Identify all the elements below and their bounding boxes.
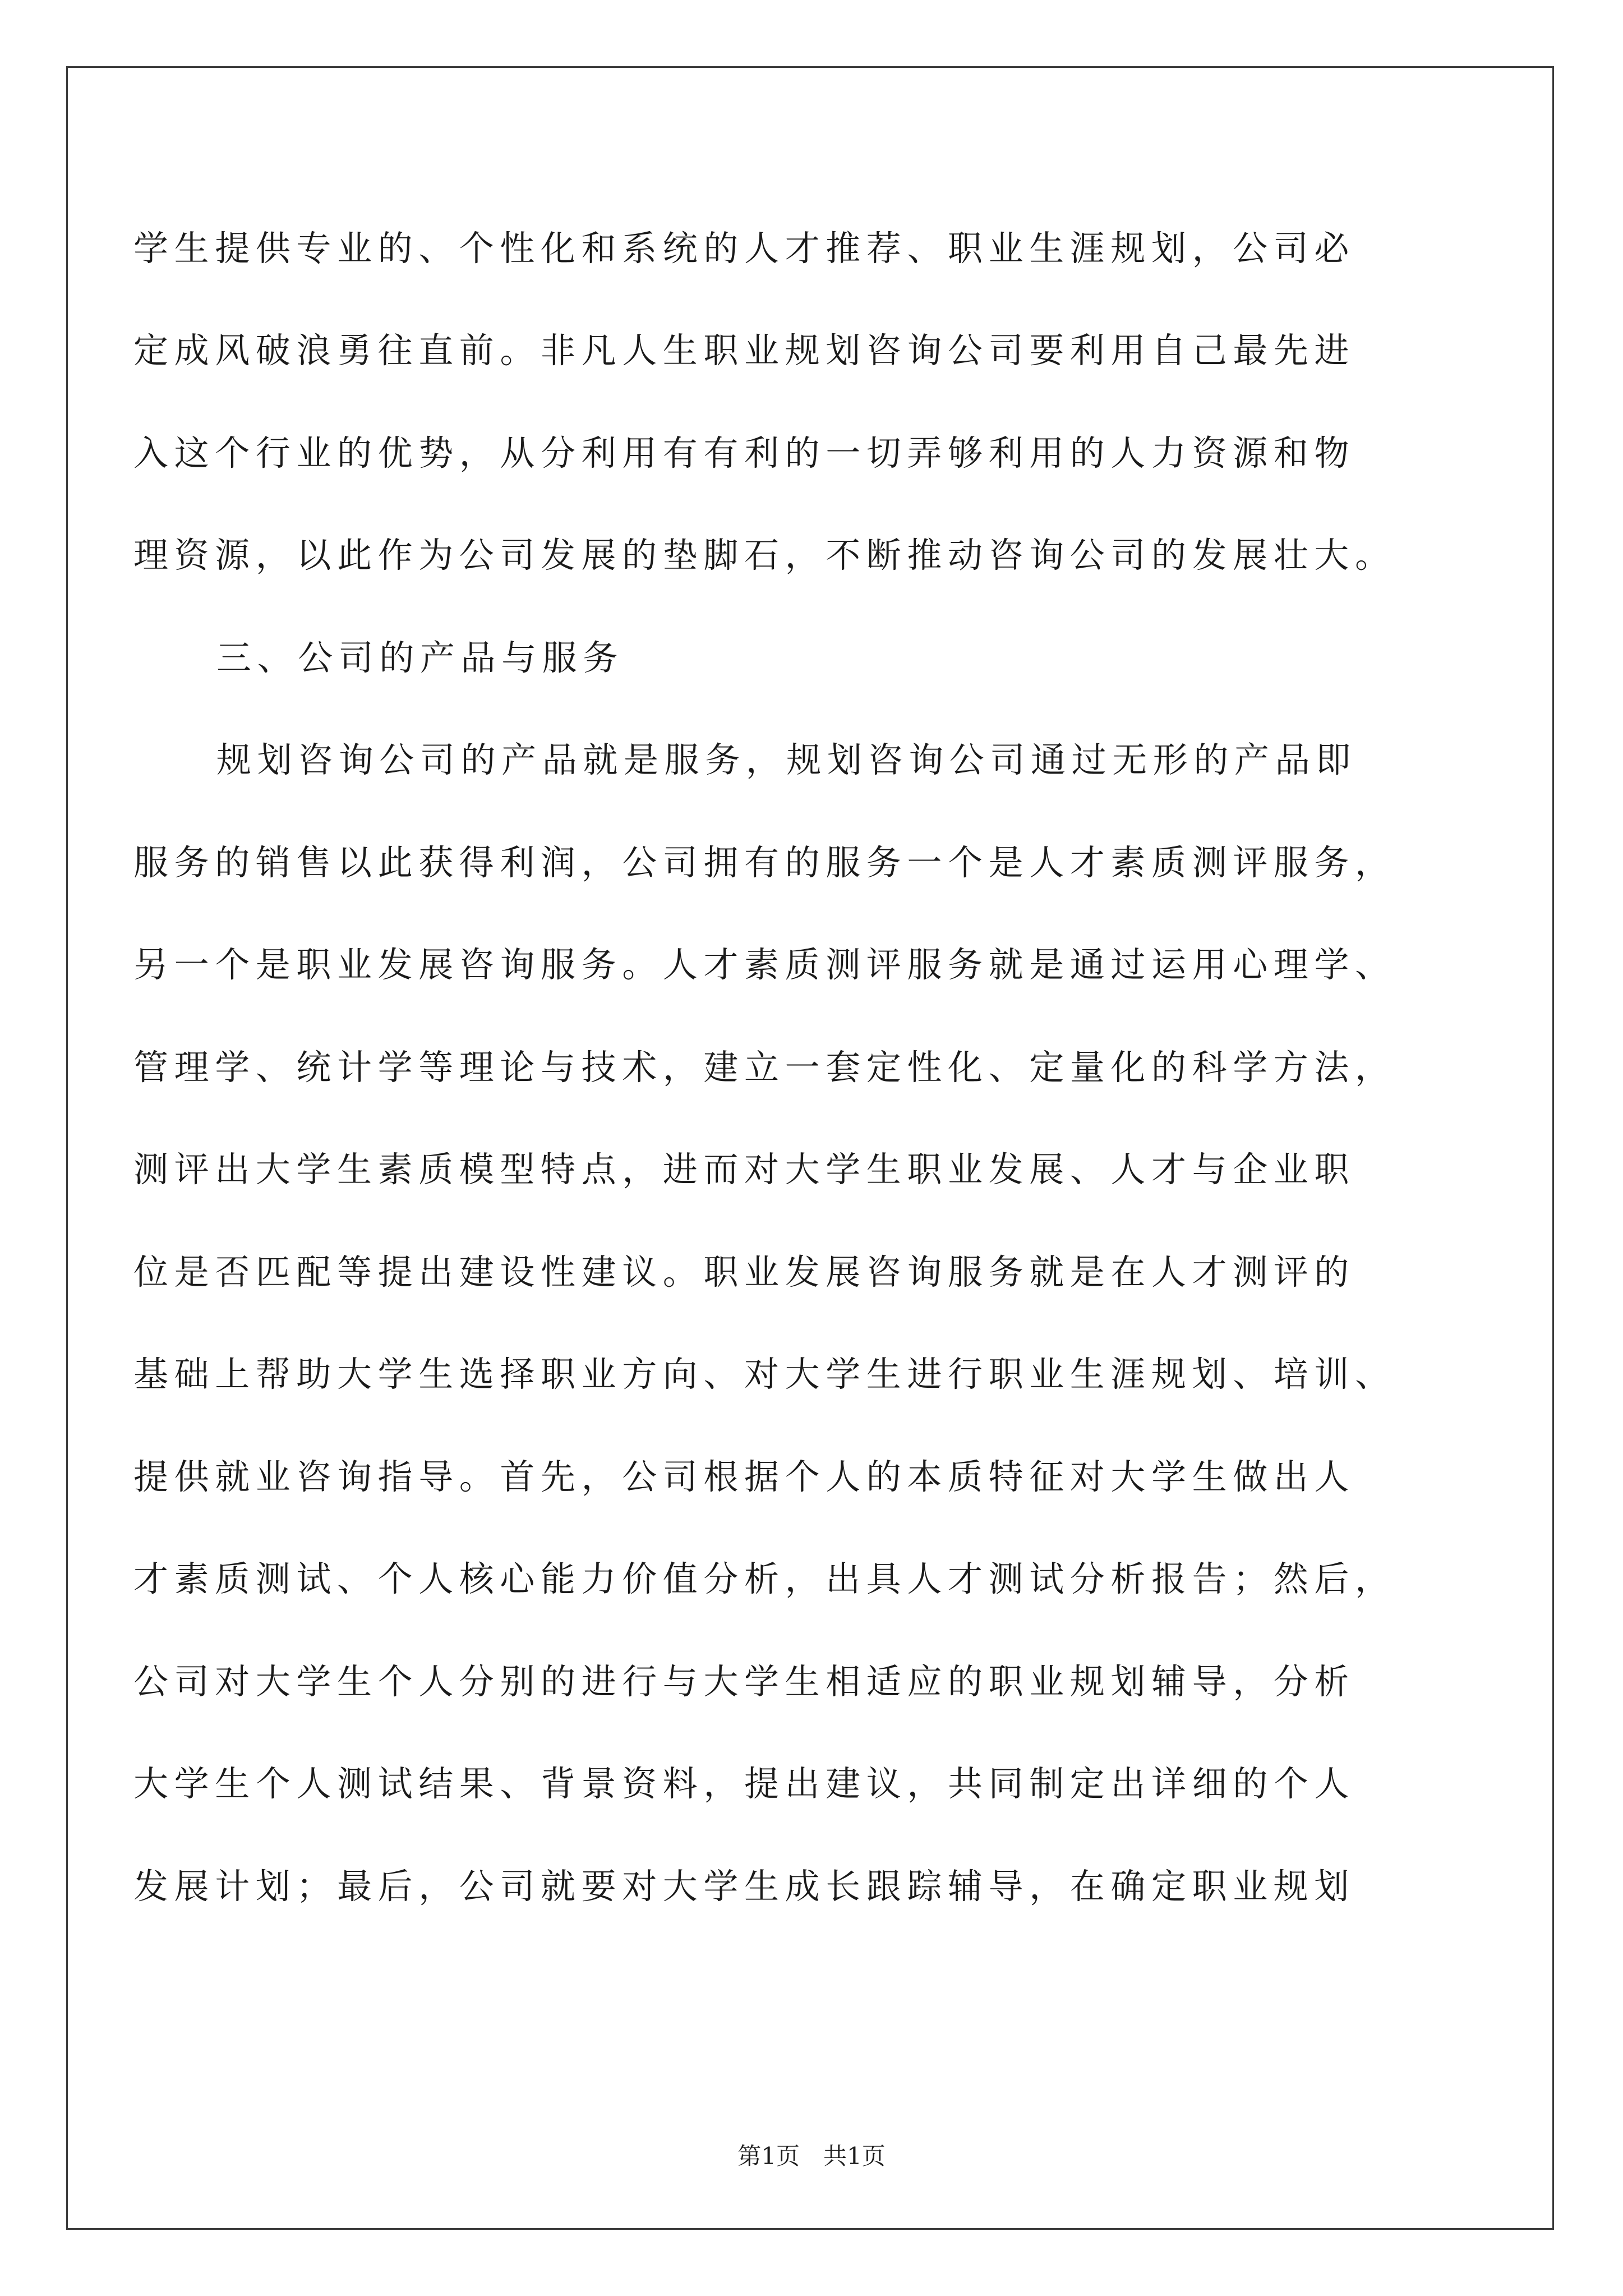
- text-line: 测评出大学生素质模型特点，进而对大学生职业发展、人才与企业职: [133, 1149, 1355, 1190]
- text-line: 位是否匹配等提出建设性建议。职业发展咨询服务就是在人才测评的: [133, 1251, 1355, 1292]
- text-line: 提供就业咨询指导。首先，公司根据个人的本质特征对大学生做出人: [133, 1456, 1355, 1497]
- text-line: 公司对大学生个人分别的进行与大学生相适应的职业规划辅导，分析: [133, 1661, 1355, 1702]
- section-heading: 三、公司的产品与服务: [216, 637, 624, 678]
- page-footer: 第1页 共1页: [737, 2142, 886, 2170]
- text-line: 大学生个人测试结果、背景资料，提出建议，共同制定出详细的个人: [133, 1763, 1355, 1804]
- text-line: 学生提供专业的、个性化和系统的人才推荐、职业生涯规划，公司必: [133, 228, 1355, 269]
- text-line: 才素质测试、个人核心能力价值分析，出具人才测试分析报告；然后，: [133, 1558, 1396, 1599]
- text-line: 基础上帮助大学生选择职业方向、对大学生进行职业生涯规划、培训、: [133, 1354, 1396, 1395]
- text-line: 发展计划；最后，公司就要对大学生成长跟踪辅导，在确定职业规划: [133, 1866, 1355, 1907]
- text-line: 理资源，以此作为公司发展的垫脚石，不断推动咨询公司的发展壮大。: [133, 535, 1396, 576]
- text-line: 管理学、统计学等理论与技术，建立一套定性化、定量化的科学方法，: [133, 1047, 1396, 1088]
- text-line: 定成风破浪勇往直前。非凡人生职业规划咨询公司要利用自己最先进: [133, 330, 1355, 371]
- text-line: 入这个行业的优势，从分利用有有利的一切弄够利用的人力资源和物: [133, 432, 1355, 473]
- text-line: 另一个是职业发展咨询服务。人才素质测评服务就是通过运用心理学、: [133, 944, 1396, 985]
- text-line: 规划咨询公司的产品就是服务，规划咨询公司通过无形的产品即: [216, 739, 1357, 780]
- text-line: 服务的销售以此获得利润，公司拥有的服务一个是人才素质测评服务，: [133, 842, 1396, 883]
